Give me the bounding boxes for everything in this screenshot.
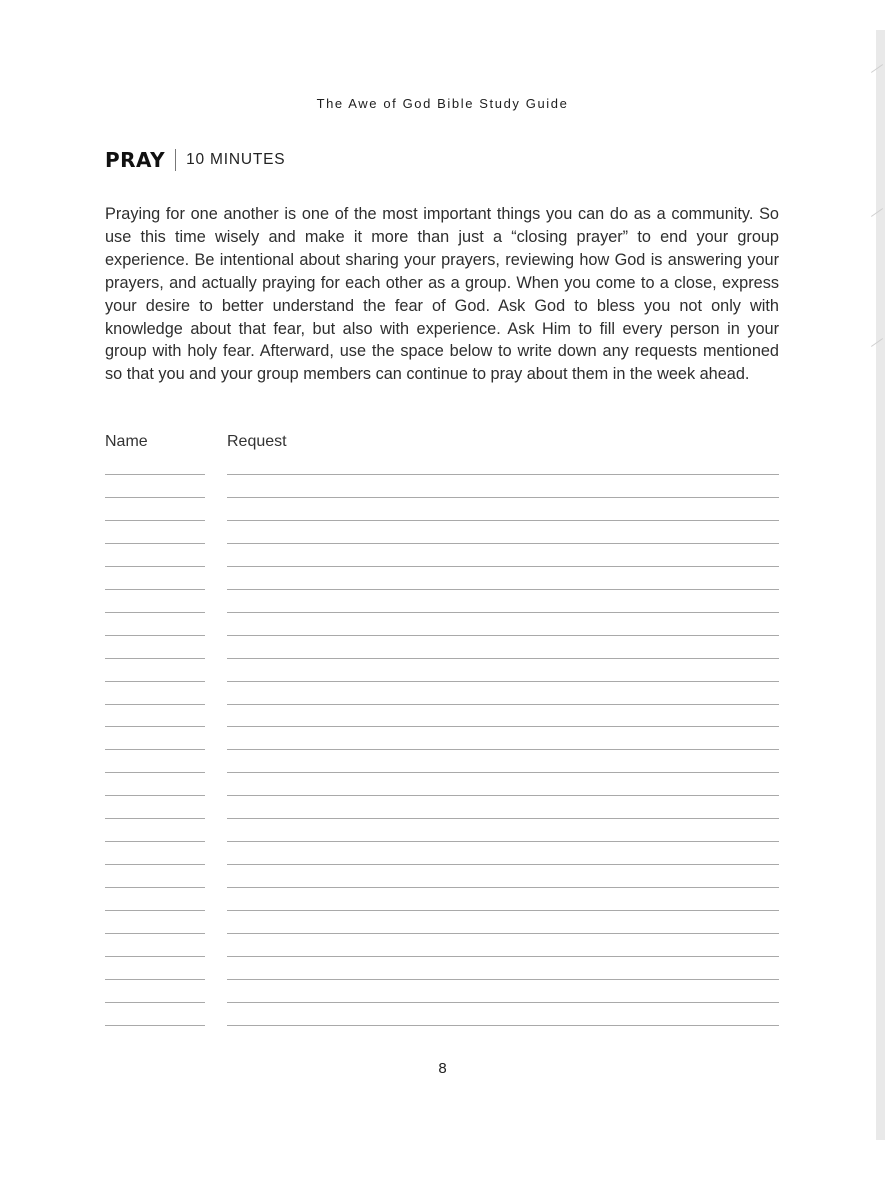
request-line[interactable] bbox=[227, 749, 779, 750]
page-edge-notch bbox=[871, 64, 883, 73]
name-line[interactable] bbox=[105, 612, 205, 613]
request-line[interactable] bbox=[227, 772, 779, 773]
name-line[interactable] bbox=[105, 864, 205, 865]
page-number: 8 bbox=[438, 1060, 447, 1077]
request-line[interactable] bbox=[227, 1025, 779, 1026]
request-line[interactable] bbox=[227, 497, 779, 498]
section-divider bbox=[175, 149, 176, 171]
request-line[interactable] bbox=[227, 795, 779, 796]
name-line[interactable] bbox=[105, 818, 205, 819]
name-line[interactable] bbox=[105, 704, 205, 705]
request-line[interactable] bbox=[227, 887, 779, 888]
name-line[interactable] bbox=[105, 910, 205, 911]
name-line[interactable] bbox=[105, 474, 205, 475]
request-line[interactable] bbox=[227, 864, 779, 865]
request-line[interactable] bbox=[227, 566, 779, 567]
request-line[interactable] bbox=[227, 956, 779, 957]
intro-paragraph: Praying for one another is one of the most important things you can do as a community. So use this time wisely and make it more than just a “closing prayer” to end your group experience. Be intentional about sharing your prayers, reviewing how God is answering your prayers, and actually praying for each other as a group. When you come to a close, express your desire to better understand the fear of God. Ask God to bless you not only with knowledge about that fear, but also with experience. Ask Him to fill every person in your group with holy fear. Afterward, use the space below to write down any requests mentioned so that you and your group members can continue to pray about them in the week ahead. bbox=[105, 205, 779, 384]
name-line[interactable] bbox=[105, 1025, 205, 1026]
name-line[interactable] bbox=[105, 520, 205, 521]
request-line[interactable] bbox=[227, 1002, 779, 1003]
name-line[interactable] bbox=[105, 1002, 205, 1003]
request-line[interactable] bbox=[227, 726, 779, 727]
request-line[interactable] bbox=[227, 704, 779, 705]
request-line[interactable] bbox=[227, 818, 779, 819]
request-line[interactable] bbox=[227, 933, 779, 934]
name-line[interactable] bbox=[105, 566, 205, 567]
request-line[interactable] bbox=[227, 520, 779, 521]
name-line[interactable] bbox=[105, 933, 205, 934]
section-duration: 10 MINUTES bbox=[186, 151, 286, 168]
name-line[interactable] bbox=[105, 841, 205, 842]
name-line[interactable] bbox=[105, 772, 205, 773]
section-heading bbox=[105, 148, 285, 172]
name-line[interactable] bbox=[105, 749, 205, 750]
name-line[interactable] bbox=[105, 956, 205, 957]
request-line[interactable] bbox=[227, 543, 779, 544]
request-line[interactable] bbox=[227, 612, 779, 613]
name-line[interactable] bbox=[105, 635, 205, 636]
request-line[interactable] bbox=[227, 474, 779, 475]
request-line[interactable] bbox=[227, 589, 779, 590]
name-column-header: Name bbox=[105, 433, 148, 450]
name-line[interactable] bbox=[105, 658, 205, 659]
name-line[interactable] bbox=[105, 543, 205, 544]
name-line[interactable] bbox=[105, 497, 205, 498]
request-column-header: Request bbox=[227, 433, 287, 450]
name-line[interactable] bbox=[105, 681, 205, 682]
request-line[interactable] bbox=[227, 910, 779, 911]
request-line[interactable] bbox=[227, 979, 779, 980]
page-edge bbox=[876, 30, 885, 1140]
page-edge-notch bbox=[871, 208, 883, 217]
running-head: The Awe of God Bible Study Guide bbox=[316, 96, 569, 111]
name-line[interactable] bbox=[105, 979, 205, 980]
name-line[interactable] bbox=[105, 887, 205, 888]
name-line[interactable] bbox=[105, 795, 205, 796]
request-line[interactable] bbox=[227, 658, 779, 659]
name-line[interactable] bbox=[105, 589, 205, 590]
page-edge-notch bbox=[871, 338, 883, 347]
request-line[interactable] bbox=[227, 841, 779, 842]
section-title: PRAY bbox=[105, 148, 166, 172]
name-line[interactable] bbox=[105, 726, 205, 727]
request-line[interactable] bbox=[227, 681, 779, 682]
request-line[interactable] bbox=[227, 635, 779, 636]
